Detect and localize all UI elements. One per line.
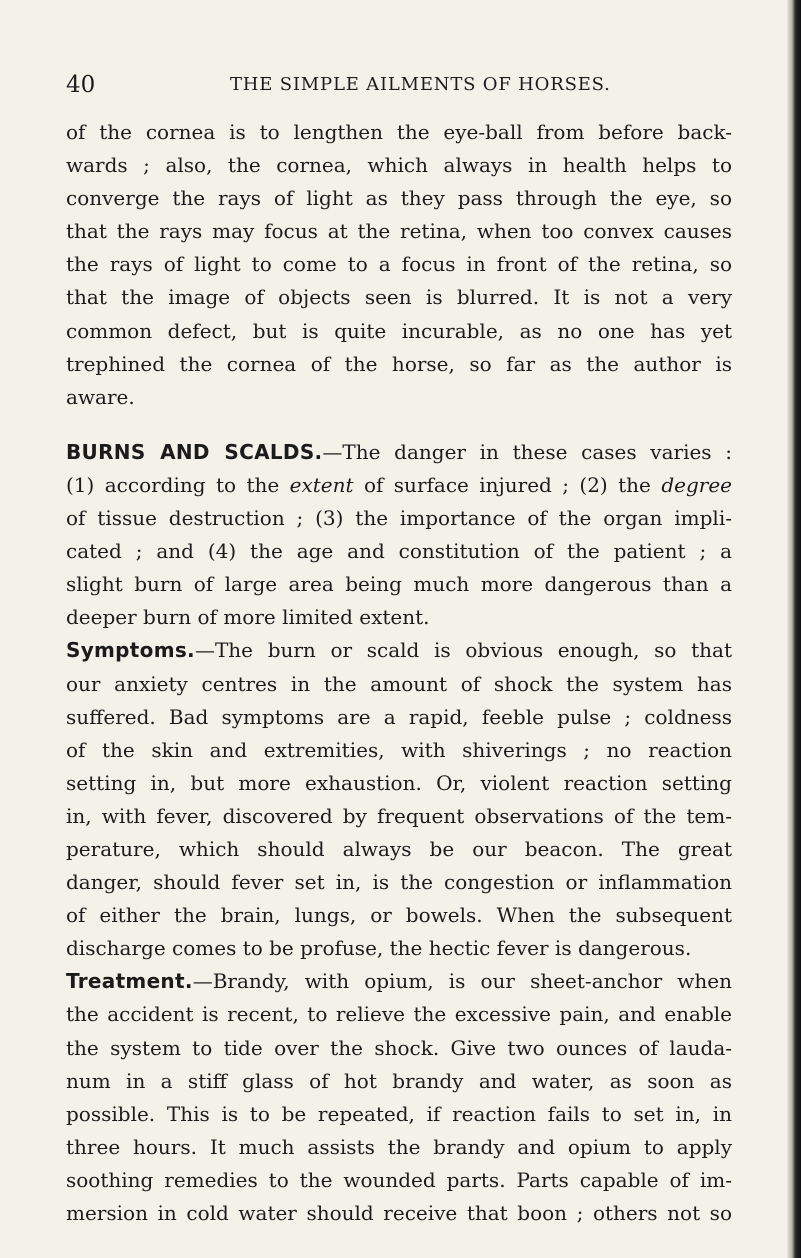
- text-span: —Brandy, with opium, is our sheet-anchor when: [192, 969, 732, 994]
- section-symptoms: [66, 634, 732, 965]
- page-header: [66, 70, 726, 100]
- text-line: suffered. Bad symptoms are a rapid, feeble pulse ; coldness: [66, 704, 732, 729]
- text-line: slight burn of large area being much more dangerous than a: [66, 572, 732, 597]
- text-line: cated ; and (4) the age and constitution of the patient ; a: [66, 539, 732, 564]
- text-span: of surface injured ; (2) the: [353, 472, 662, 497]
- section-treatment: [66, 965, 732, 1230]
- text-line: perature, which should always be our beacon. The great: [66, 836, 732, 861]
- text-line: aware.: [66, 384, 135, 409]
- text-line: mersion in cold water should receive that boon ; others not so: [66, 1201, 732, 1225]
- text-line: deeper burn of more limited extent.: [66, 605, 430, 630]
- paragraph-cornea: [66, 116, 732, 414]
- text-line: that the rays may focus at the retina, when too convex causes: [66, 219, 732, 244]
- text-line: the accident is recent, to relieve the excessive pain, and enable: [66, 1002, 732, 1027]
- text-line: setting in, but more exhaustion. Or, violent reaction setting: [66, 770, 732, 795]
- page-edge-shadow: [787, 0, 801, 1258]
- body-text: [66, 116, 732, 1230]
- text-line: of either the brain, lungs, or bowels. When the subsequent: [66, 903, 732, 928]
- text-line: our anxiety centres in the amount of shock the system has: [66, 671, 732, 696]
- text-line: [66, 965, 732, 998]
- section-heading-symptoms: Symptoms.: [66, 638, 195, 663]
- text-line: [66, 436, 732, 469]
- text-line: that the image of objects seen is blurred. It is not a very: [66, 285, 732, 310]
- text-line: of the skin and extremities, with shiverings ; no reaction: [66, 737, 732, 762]
- text-line: the rays of light to come to a focus in front of the retina, so: [66, 252, 732, 277]
- text-span: —The danger in these cases varies :: [322, 439, 732, 464]
- text-line: [66, 634, 732, 667]
- text-line: common defect, but is quite incurable, as no one has yet: [66, 318, 732, 343]
- page-number: 40: [66, 72, 96, 98]
- text-line: trephined the cornea of the horse, so far as the author is: [66, 351, 732, 376]
- text-line: of the cornea is to lengthen the eye-ball from before back-: [66, 120, 732, 144]
- text-line: of tissue destruction ; (3) the importance of the organ impli-: [66, 506, 732, 531]
- emphasis-degree: degree: [661, 472, 732, 497]
- text-span: —The burn or scald is obvious enough, so that: [194, 638, 732, 663]
- text-line: discharge comes to be profuse, the hectic fever is dangerous.: [66, 936, 692, 961]
- text-line: three hours. It much assists the brandy and opium to apply: [66, 1134, 732, 1159]
- text-line: converge the rays of light as they pass through the eye, so: [66, 186, 732, 211]
- text-line: the system to tide over the shock. Give two ounces of lauda-: [66, 1035, 732, 1060]
- text-line: possible. This is to be repeated, if reaction fails to set in, in: [66, 1101, 732, 1126]
- text-line: soothing remedies to the wounded parts. Parts capable of im-: [66, 1167, 732, 1192]
- section-burns-and-scalds: [66, 436, 732, 635]
- emphasis-extent: extent: [289, 472, 354, 497]
- running-title: THE SIMPLE AILMENTS OF HORSES.: [230, 74, 611, 95]
- section-heading-burns: BURNS AND SCALDS.: [66, 439, 323, 464]
- text-line: [66, 469, 732, 502]
- text-line: danger, should fever set in, is the congestion or inflammation: [66, 870, 732, 895]
- text-line: wards ; also, the cornea, which always in health helps to: [66, 153, 732, 178]
- text-span: (1) according to the: [66, 472, 290, 497]
- text-line: in, with fever, discovered by frequent observations of the tem-: [66, 803, 732, 828]
- text-line: num in a stiff glass of hot brandy and water, as soon as: [66, 1068, 732, 1093]
- section-heading-treatment: Treatment.: [66, 969, 193, 994]
